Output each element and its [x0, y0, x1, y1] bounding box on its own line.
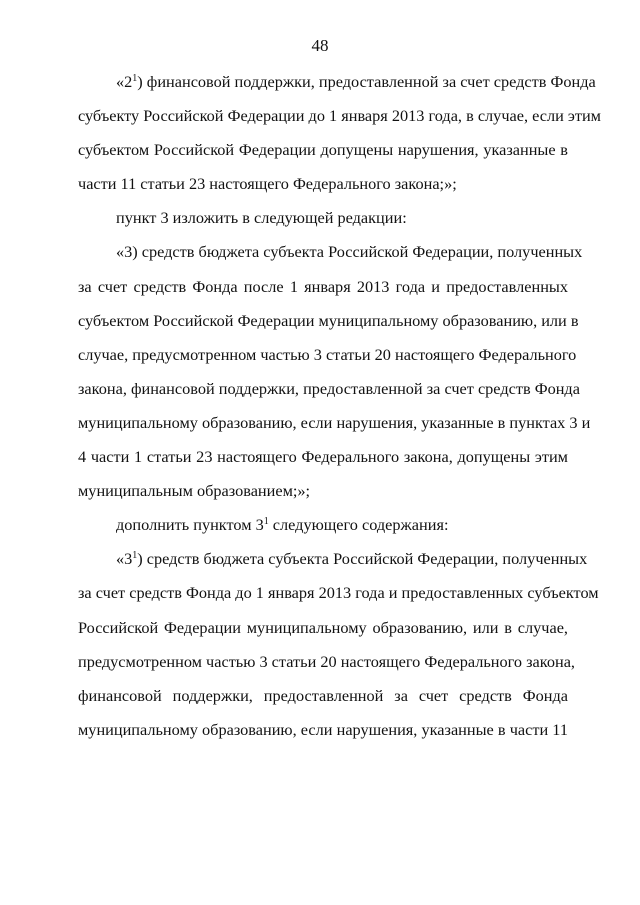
text-line [78, 713, 568, 747]
text-fragment: субъекту Российской Федерации до 1 января 2013 года, в случае, если этим [78, 106, 601, 126]
text-line [78, 611, 568, 645]
text-fragment: пункт 3 изложить в следующей редакции: [116, 208, 407, 228]
text-fragment: закона, финансовой поддержки, предоставленной за счет средств Фонда [78, 378, 580, 398]
text-fragment: муниципальным образованием;»; [78, 481, 311, 501]
text-line [78, 474, 568, 508]
text-fragment: ) финансовой поддержки, предоставленной за счет средств Фонда [137, 72, 596, 91]
text-line [78, 65, 596, 99]
superscript: 1 [132, 73, 138, 84]
text-fragment: предусмотренном частью 3 статьи 20 настоящего Федерального закона, [78, 651, 576, 671]
text-line [78, 304, 579, 338]
text-line [78, 167, 568, 201]
text-fragment: 4 части 1 статьи 23 настоящего Федерального закона, допущены этим [78, 447, 568, 467]
text-fragment: «2 [116, 72, 133, 91]
text-fragment: случае, предусмотренном частью 3 статьи 20 настоящего Федерального [78, 344, 577, 364]
text-line [78, 372, 580, 406]
superscript: 1 [132, 550, 138, 562]
text-line [78, 406, 591, 440]
text-fragment: дополнить пунктом 3 [116, 515, 264, 535]
text-line [78, 508, 568, 542]
text-line [78, 235, 583, 269]
text-fragment: части 11 статьи 23 настоящего Федерального закона;»; [78, 174, 457, 194]
text-fragment: «3 [116, 549, 133, 569]
text-fragment: за счет средств Фонда до 1 января 2013 года и предоставленных субъектом [78, 583, 599, 603]
text-fragment: субъектом Российской Федерации допущены нарушения, указанные в [78, 140, 568, 160]
text-line [78, 201, 568, 235]
text-line [78, 270, 568, 304]
text-line [78, 679, 568, 713]
document-body [78, 65, 601, 747]
text-line [78, 99, 601, 133]
text-line [78, 645, 576, 679]
text-fragment: ) средств бюджета субъекта Российской Федерации, полученных [137, 549, 588, 569]
superscript: 1 [263, 516, 269, 528]
text-fragment: «3) средств бюджета субъекта Российской Федерации, полученных [116, 242, 583, 262]
page-number: 48 [311, 36, 329, 55]
text-fragment: финансовой поддержки, предоставленной за счет средств Фонда [78, 685, 568, 705]
text-fragment: за счет средств Фонда после 1 января 2013 года и предоставленных [78, 276, 568, 296]
text-fragment: субъектом Российской Федерации муниципальному образованию, или в [78, 310, 579, 330]
text-line [78, 133, 568, 167]
text-line [78, 542, 588, 576]
text-fragment: следующего содержания: [268, 515, 449, 535]
text-line [78, 576, 599, 610]
text-fragment: муниципальному образованию, если нарушения, указанные в пунктах 3 и [78, 412, 591, 432]
text-line [78, 338, 577, 372]
text-fragment: Российской Федерации муниципальному образованию, или в случае, [78, 617, 568, 637]
text-line [78, 440, 568, 474]
text-fragment: муниципальному образованию, если нарушения, указанные в части 11 [78, 719, 568, 739]
